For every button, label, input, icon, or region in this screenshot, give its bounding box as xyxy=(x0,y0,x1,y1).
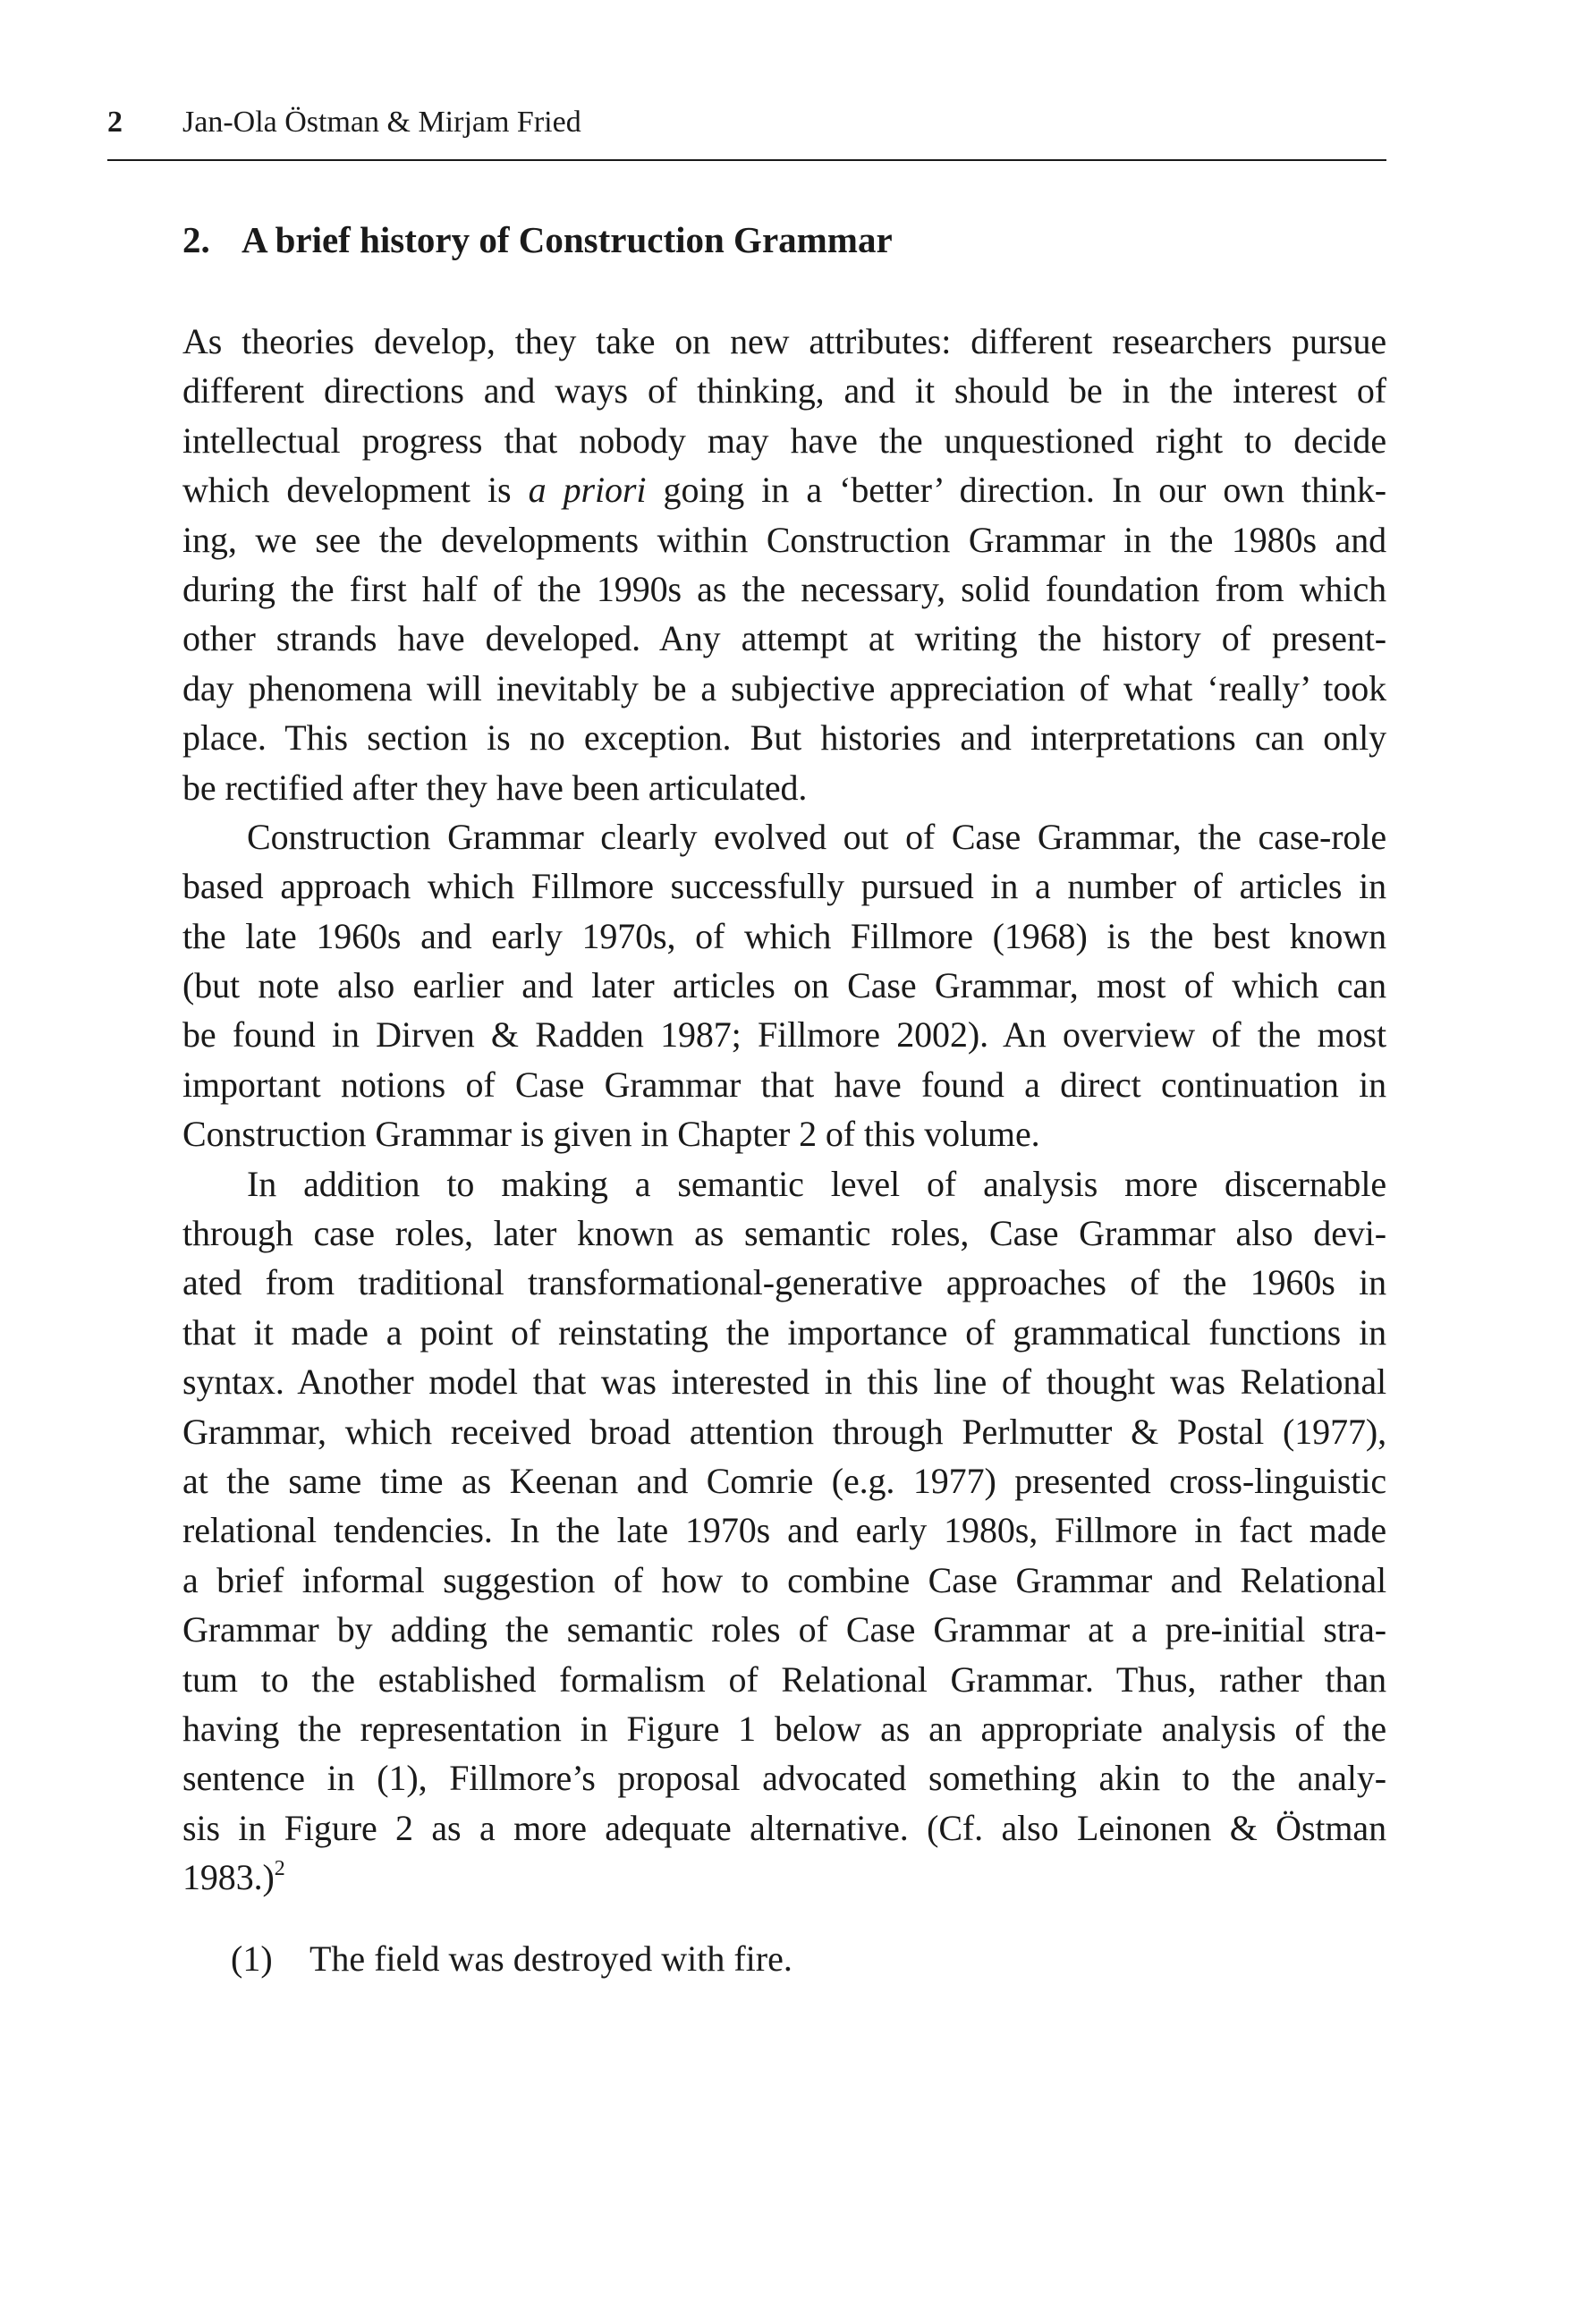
text-line: a brief informal suggestion of how to combine Case Grammar and Relational xyxy=(182,1559,1386,1600)
text-line: other strands have developed. Any attempt at writing the history of present- xyxy=(182,618,1386,659)
text-line: that it made a point of reinstating the importance of grammatical functions in xyxy=(182,1311,1386,1353)
running-head-authors: Jan-Ola Östman & Mirjam Fried xyxy=(182,106,581,139)
text-line: the late 1960s and early 1970s, of which Fillmore (1968) is the best known xyxy=(182,915,1386,956)
text-line: which development is a priori going in a ‘better’ direction. In our own think- xyxy=(182,470,1386,511)
section-number: 2. xyxy=(182,219,210,260)
footnote-marker[interactable]: 2 xyxy=(274,1857,285,1881)
text-line: Grammar, which received broad attention through Perlmutter & Postal (1977), xyxy=(182,1411,1386,1452)
text-line: during the first half of the 1990s as the necessary, solid foundation from which xyxy=(182,568,1386,609)
text-line: ing, we see the developments within Construction Grammar in the 1980s and xyxy=(182,519,1386,560)
text-line: 1983.)$^2$ xyxy=(182,1857,285,1898)
text-line: syntax. Another model that was interested in this line of thought was Relational xyxy=(182,1361,1386,1403)
section-heading xyxy=(182,215,893,265)
running-head xyxy=(107,100,1386,145)
text-line: sis in Figure 2 as a more adequate alternative. (Cf. also Leinonen & Östman xyxy=(182,1807,1386,1848)
example-text: The field was destroyed with fire. xyxy=(309,1938,792,1979)
text-line: through case roles, later known as semantic roles, Case Grammar also devi- xyxy=(182,1213,1386,1254)
text-line: As theories develop, they take on new attributes: different researchers pursue xyxy=(182,321,1386,361)
example-sentence xyxy=(231,1934,792,1984)
text-line: different directions and ways of thinking, and it should be in the interest of xyxy=(182,370,1386,411)
text-line: ated from traditional transformational-generative approaches of the 1960s in xyxy=(182,1262,1386,1303)
example-number: (1) xyxy=(231,1938,273,1979)
text-line: In addition to making a semantic level of analysis more discernable xyxy=(247,1163,1386,1204)
text-line: be found in Dirven & Radden 1987; Fillmore 2002). An overview of the most xyxy=(182,1014,1386,1056)
page-number: 2 xyxy=(107,106,123,139)
text-line: sentence in (1), Fillmore’s proposal advocated something akin to the analy- xyxy=(182,1758,1386,1799)
text-line: at the same time as Keenan and Comrie (e.g. 1977) presented cross-linguistic xyxy=(182,1460,1386,1501)
text-line: having the representation in Figure 1 below as an appropriate analysis of the xyxy=(182,1708,1386,1749)
text-line: tum to the established formalism of Relational Grammar. Thus, rather than xyxy=(182,1658,1386,1700)
body-text xyxy=(182,317,1386,1903)
text-line: Construction Grammar is given in Chapter 2 of this volume. xyxy=(182,1114,1040,1155)
text-line: be rectified after they have been articulated. xyxy=(182,767,808,808)
text-line: relational tendencies. In the late 1970s and early 1980s, Fillmore in fact made xyxy=(182,1510,1386,1551)
section-title: A brief history of Construction Grammar xyxy=(242,219,893,260)
header-rule xyxy=(107,159,1386,161)
text-line: Construction Grammar clearly evolved out of Case Grammar, the case-role xyxy=(247,816,1386,857)
text-line: intellectual progress that nobody may have the unquestioned right to decide xyxy=(182,420,1386,461)
text-line: based approach which Fillmore successfully pursued in a number of articles in xyxy=(182,866,1386,907)
italic-term: a priori xyxy=(528,470,647,511)
text-line: day phenomena will inevitably be a subjective appreciation of what ‘really’ took xyxy=(182,667,1386,708)
text-line: important notions of Case Grammar that have found a direct continuation in xyxy=(182,1064,1386,1105)
text-line: place. This section is no exception. But histories and interpretations can only xyxy=(182,717,1386,759)
text-line: (but note also earlier and later articles on Case Grammar, most of which can xyxy=(182,965,1386,1006)
text-line: Grammar by adding the semantic roles of Case Grammar at a pre-initial stra- xyxy=(182,1609,1386,1650)
